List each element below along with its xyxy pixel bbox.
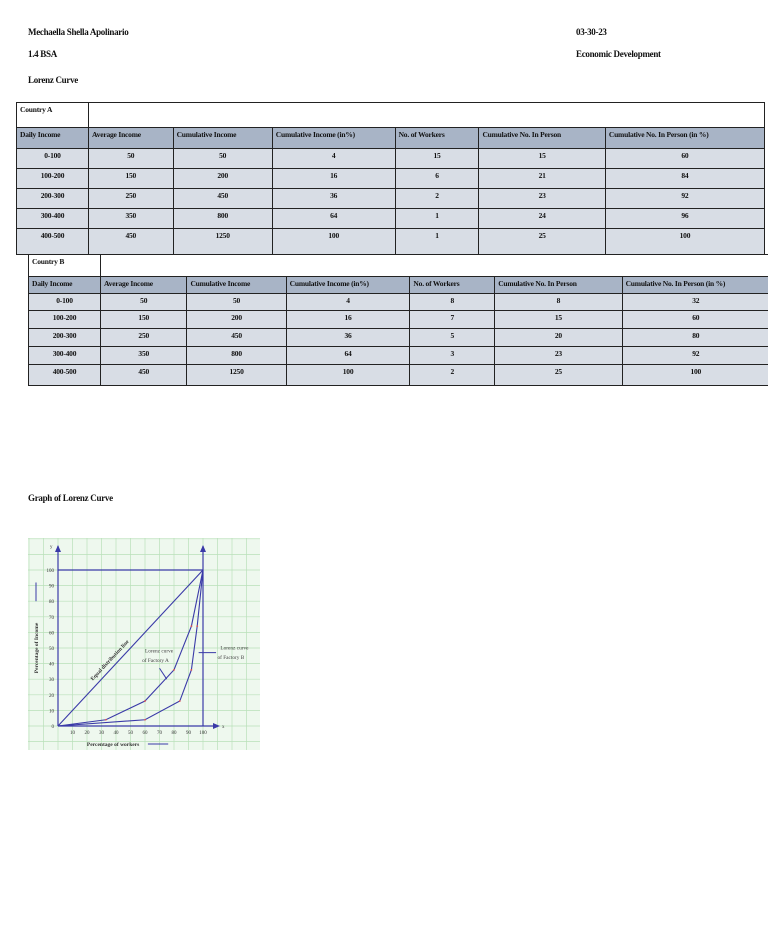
table-cell: 1250	[173, 229, 272, 255]
table-cell: 23	[495, 347, 622, 365]
column-header: Cumulative Income (in%)	[272, 128, 395, 149]
table-cell: 800	[187, 347, 286, 365]
table-cell: 0-100	[17, 149, 89, 169]
table-cell: 60	[622, 311, 768, 329]
x-tick-label: 90	[186, 731, 191, 736]
table-cell: 800	[173, 209, 272, 229]
table-cell: 92	[622, 347, 768, 365]
table-cell: 450	[187, 329, 286, 347]
data-point	[191, 669, 193, 671]
table-row	[17, 169, 765, 189]
data-point	[173, 669, 175, 671]
data-point	[196, 625, 198, 627]
x-tick-label: 10	[70, 731, 75, 736]
factory-a-label: of Factory A	[142, 658, 169, 665]
y-tick-label: 90	[49, 584, 54, 590]
x-tick-label: 100	[199, 731, 207, 736]
x-tick-label: 20	[84, 731, 90, 736]
table-cell: 200-300	[29, 329, 101, 347]
table-row	[29, 329, 768, 347]
y-tick-label: 50	[49, 647, 54, 652]
table-cell: 3	[410, 347, 495, 365]
table-row	[29, 365, 768, 386]
table-cell: 250	[88, 189, 173, 209]
table-cell: 80	[622, 329, 768, 347]
table-cell: 20	[495, 329, 622, 347]
table-cell: 16	[286, 311, 410, 329]
table-cell: 1	[395, 229, 479, 255]
graph-heading: Graph of Lorenz Curve	[28, 493, 113, 503]
table-cell: 50	[173, 149, 272, 169]
table-row	[17, 149, 765, 169]
table-cell: 25	[495, 365, 622, 386]
x-tick-label: 60	[142, 731, 148, 736]
table-cell: 450	[88, 229, 173, 255]
table-cell: 15	[495, 311, 622, 329]
table-cell: 100	[622, 365, 768, 386]
table-cell: 92	[605, 189, 764, 209]
y-axis-label: Percentage of Income	[34, 622, 40, 674]
table-row	[17, 229, 765, 255]
x-axis-arrow-icon	[213, 723, 220, 729]
table-cell: 300-400	[17, 209, 89, 229]
table-cell: 200	[187, 311, 286, 329]
factory-a-pointer	[160, 668, 167, 679]
section: 1.4 BSA	[28, 49, 57, 59]
column-header: Average Income	[88, 128, 173, 149]
table-cell: 36	[272, 189, 395, 209]
table-cell: 2	[410, 365, 495, 386]
topic-title: Lorenz Curve	[28, 75, 78, 85]
table-cell: 15	[479, 149, 605, 169]
table-cell: 24	[479, 209, 605, 229]
table-title-blank	[88, 103, 764, 128]
table-cell: 100	[272, 229, 395, 255]
y-tick-label: 10	[49, 709, 54, 715]
table-cell: 200-300	[17, 189, 89, 209]
factory-b-label: Lorenz curve	[220, 645, 249, 652]
subject: Economic Development	[576, 49, 661, 59]
table-cell: 50	[187, 294, 286, 311]
y-tick-label: 20	[49, 693, 54, 699]
x-tick-label: 50	[128, 731, 133, 736]
table-cell: 4	[286, 294, 410, 311]
table-title-blank	[101, 255, 768, 277]
table-cell: 1	[395, 209, 479, 229]
column-header: Daily Income	[29, 277, 101, 294]
table-cell: 2	[395, 189, 479, 209]
column-header: Cumulative No. In Person (in %)	[605, 128, 764, 149]
x-tick-label: 70	[157, 731, 162, 736]
table-cell: 450	[173, 189, 272, 209]
vertical-arrow-icon	[200, 545, 206, 552]
table-cell: 6	[395, 169, 479, 189]
table-cell: 200	[173, 169, 272, 189]
table-cell: 7	[410, 311, 495, 329]
column-header: Average Income	[101, 277, 187, 294]
y-axis-letter: y	[50, 545, 53, 550]
table-row	[29, 347, 768, 365]
table-cell: 300-400	[29, 347, 101, 365]
x-tick-label: 30	[99, 731, 104, 736]
table-cell: 64	[272, 209, 395, 229]
table-cell: 100	[605, 229, 764, 255]
table-cell: 16	[272, 169, 395, 189]
table-title: Country B	[29, 255, 101, 277]
author-name: Mechaella Shella Apolinario	[28, 27, 129, 37]
data-point	[179, 700, 181, 702]
table-cell: 23	[479, 189, 605, 209]
y-tick-label: 30	[49, 678, 54, 684]
data-point	[144, 700, 146, 702]
table-cell: 50	[101, 294, 187, 311]
data-point	[105, 719, 107, 721]
column-header: Cumulative No. In Person	[495, 277, 622, 294]
table-cell: 8	[410, 294, 495, 311]
column-header: Cumulative No. In Person (in %)	[622, 277, 768, 294]
column-header: No. of Workers	[395, 128, 479, 149]
column-header: Cumulative Income (in%)	[286, 277, 410, 294]
factory-a-label: Lorenz curve	[145, 648, 174, 655]
table-row	[29, 294, 768, 311]
table-cell: 400-500	[29, 365, 101, 386]
table-cell: 21	[479, 169, 605, 189]
x-axis-letter: x	[222, 725, 225, 730]
table-cell: 350	[101, 347, 187, 365]
table-cell: 100-200	[29, 311, 101, 329]
y-tick-label: 0	[51, 725, 54, 730]
table-row	[17, 209, 765, 229]
y-tick-label: 60	[49, 631, 54, 637]
table-cell: 36	[286, 329, 410, 347]
table-cell: 8	[495, 294, 622, 311]
table-cell: 0-100	[29, 294, 101, 311]
table-cell: 250	[101, 329, 187, 347]
table-title: Country A	[17, 103, 89, 128]
country-a-table	[16, 102, 765, 255]
table-cell: 25	[479, 229, 605, 255]
table-cell: 1250	[187, 365, 286, 386]
x-tick-label: 40	[113, 731, 119, 736]
column-header: Cumulative Income	[173, 128, 272, 149]
country-b-table	[28, 254, 768, 386]
table-cell: 350	[88, 209, 173, 229]
x-tick-label: 80	[171, 731, 177, 736]
table-cell: 32	[622, 294, 768, 311]
equal-distribution-label: Equal distribution line	[89, 639, 131, 683]
table-row	[29, 311, 768, 329]
data-point	[144, 719, 146, 721]
x-axis-label: Percentage of workers	[86, 742, 140, 748]
table-cell: 50	[88, 149, 173, 169]
y-tick-label: 80	[49, 600, 54, 606]
table-cell: 150	[88, 169, 173, 189]
table-cell: 100-200	[17, 169, 89, 189]
table-cell: 400-500	[17, 229, 89, 255]
column-header: Daily Income	[17, 128, 89, 149]
y-tick-label: 100	[46, 569, 54, 574]
y-axis-arrow-icon	[55, 545, 61, 552]
table-cell: 64	[286, 347, 410, 365]
data-point	[191, 625, 193, 627]
table-cell: 60	[605, 149, 764, 169]
table-cell: 4	[272, 149, 395, 169]
y-tick-label: 70	[49, 615, 54, 621]
date: 03-30-23	[576, 27, 607, 37]
column-header: No. of Workers	[410, 277, 495, 294]
table-cell: 84	[605, 169, 764, 189]
table-cell: 15	[395, 149, 479, 169]
table-cell: 96	[605, 209, 764, 229]
table-cell: 5	[410, 329, 495, 347]
table-cell: 150	[101, 311, 187, 329]
table-cell: 100	[286, 365, 410, 386]
table-row	[17, 189, 765, 209]
table-cell: 450	[101, 365, 187, 386]
lorenz-curve-figure	[28, 538, 260, 750]
y-tick-label: 40	[49, 662, 54, 668]
column-header: Cumulative No. In Person	[479, 128, 605, 149]
factory-b-label: of Factory B	[217, 654, 245, 661]
column-header: Cumulative Income	[187, 277, 286, 294]
